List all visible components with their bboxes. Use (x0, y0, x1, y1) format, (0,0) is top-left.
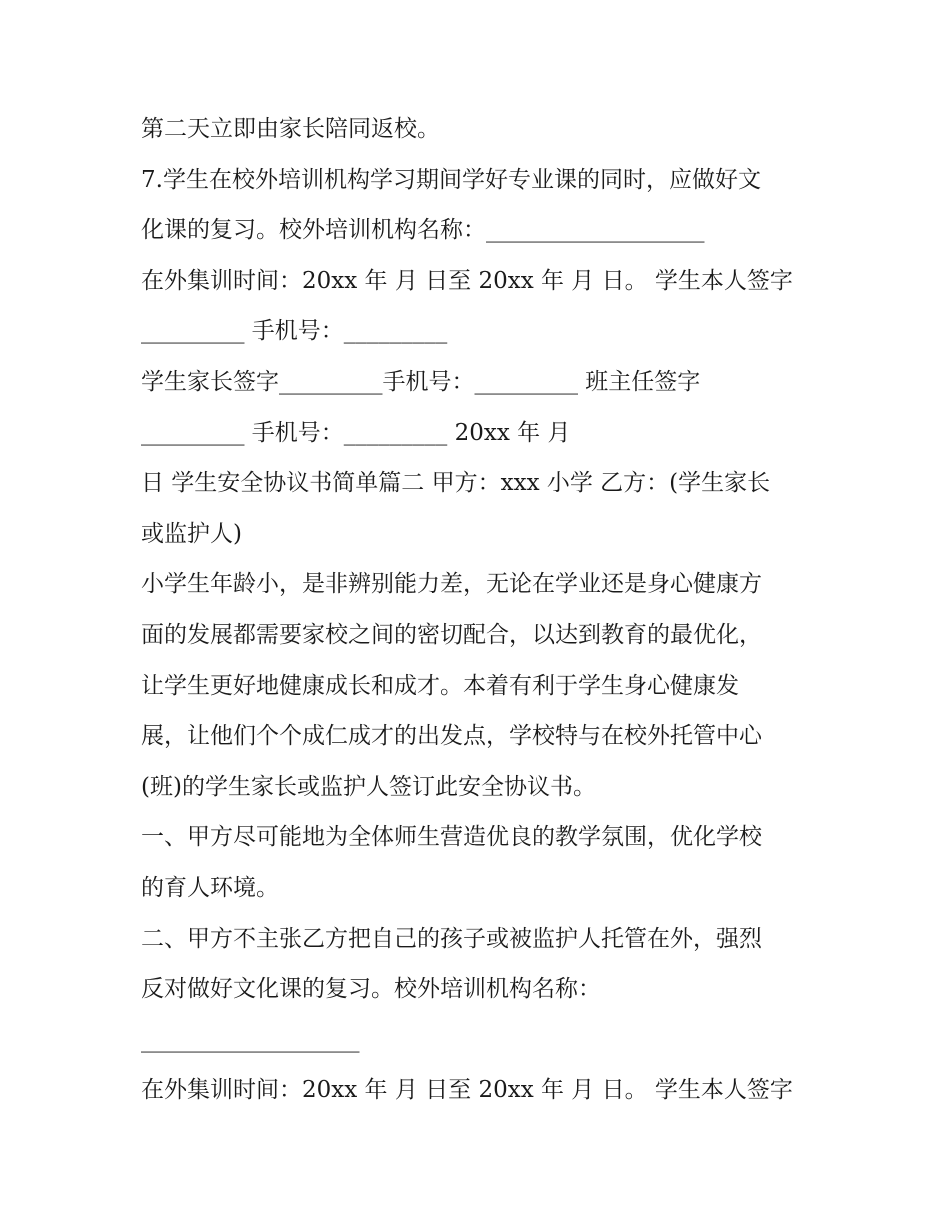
text-line: 让学生更好地健康成长和成才。本着有利于学生身心健康发 (141, 672, 739, 699)
text-line: _________ 手机号：_________ (141, 318, 448, 345)
text-line: 日 学生安全协议书简单篇二 甲方：xxx 小学 乙方：(学生家长 (141, 470, 771, 497)
text-line: 一、甲方尽可能地为全体师生营造优良的教学氛围，优化学校 (141, 824, 762, 851)
text-line: 二、甲方不主张乙方把自己的孩子或被监护人托管在外，强烈 (141, 925, 762, 952)
text-line: 在外集训时间：20xx 年 月 日至 20xx 年 月 日。 学生本人签字 (141, 267, 793, 294)
text-line: 化课的复习。校外培训机构名称：___________________ (141, 217, 705, 244)
text-line: 7.学生在校外培训机构学习期间学好专业课的同时，应做好文 (141, 166, 761, 193)
text-line: 的育人环境。 (141, 874, 279, 901)
text-line: 小学生年龄小，是非辨别能力差，无论在学业还是身心健康方 (141, 571, 762, 598)
text-line: ___________________ (141, 1026, 360, 1053)
document-body (141, 104, 821, 1116)
text-line: 在外集训时间：20xx 年 月 日至 20xx 年 月 日。 学生本人签字 (141, 1077, 793, 1104)
text-line: _________ 手机号：_________ 20xx 年 月 (141, 419, 571, 446)
text-line: 或监护人) (141, 520, 242, 547)
text-line: 面的发展都需要家校之间的密切配合，以达到教育的最优化， (141, 621, 762, 648)
text-line: 反对做好文化课的复习。校外培训机构名称： (141, 976, 601, 1003)
text-line: (班)的学生家长或监护人签订此安全协议书。 (141, 773, 596, 800)
text-line: 第二天立即由家长陪同返校。 (141, 116, 440, 142)
text-line: 学生家长签字_________手机号：_________ 班主任签字 (141, 368, 701, 395)
text-line: 展，让他们个个成仁成才的出发点，学校特与在校外托管中心 (141, 723, 762, 750)
